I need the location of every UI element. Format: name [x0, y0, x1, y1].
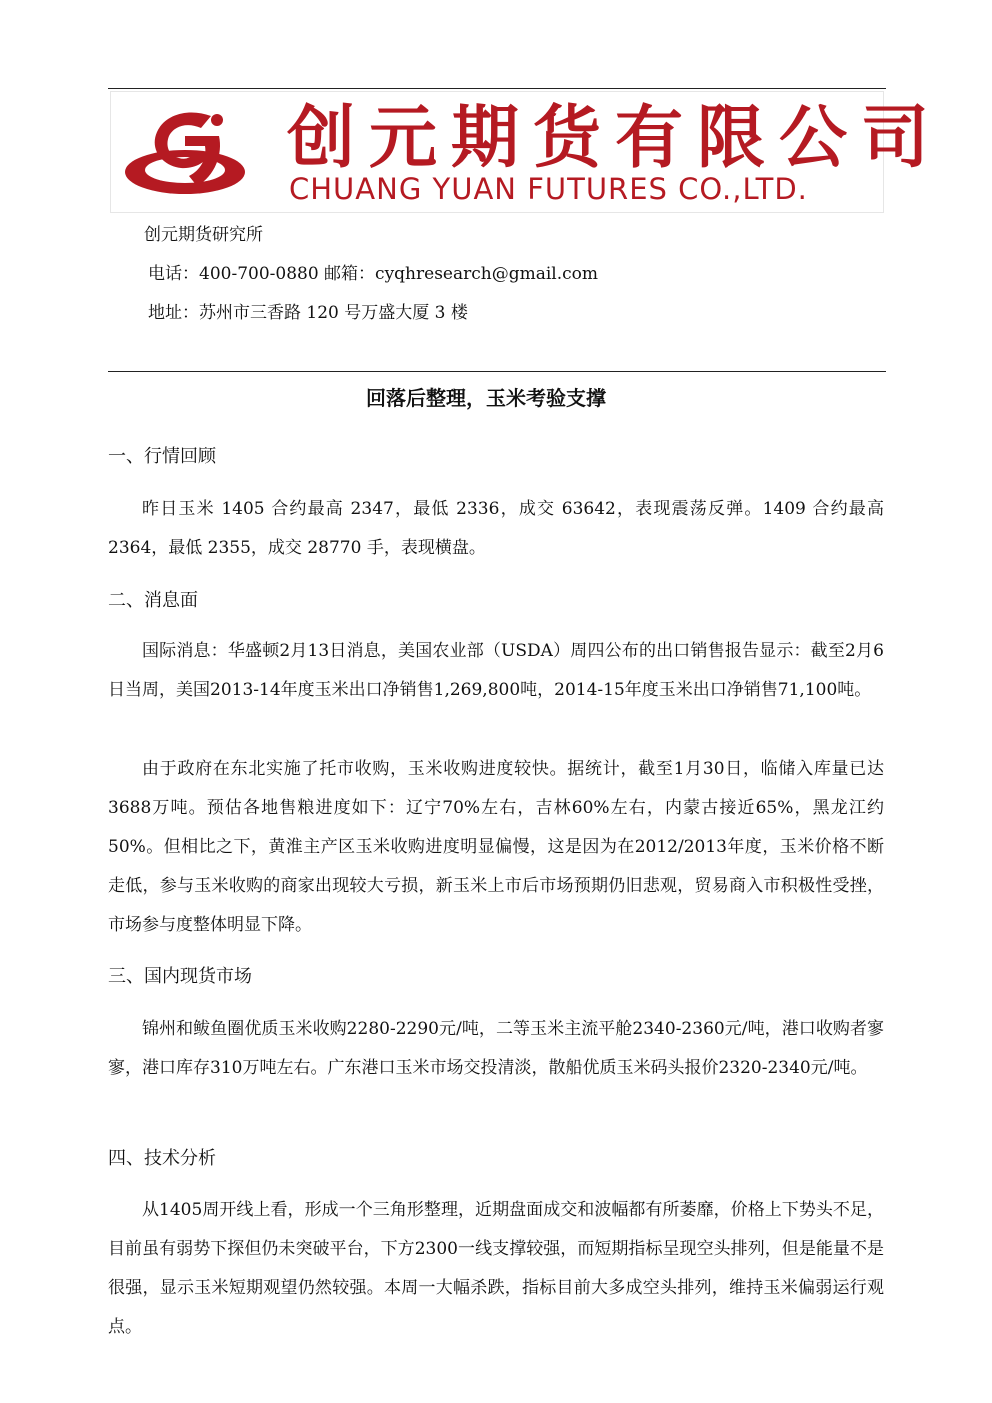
contact-address: 地址：苏州市三香路 120 号万盛大厦 3 楼 — [148, 303, 468, 323]
header-bottom-rule — [108, 371, 886, 372]
company-name-chinese: 创元期货有限公司 — [287, 99, 944, 178]
company-logo-banner — [110, 91, 944, 213]
paragraph-text: 昨日玉米 1405 合约最高 2347，最低 2336，成交 63642，表现震荡反弹。1409 合约最高 2364，最低 2355，成交 28770 手，表现横盘。 — [108, 499, 884, 558]
institute-name: 创元期货研究所 — [144, 225, 263, 245]
paragraph-international-news — [108, 632, 884, 710]
paragraph-text: 由于政府在东北实施了托市收购，玉米收购进度较快。据统计，截至1月30日，临储入库量已达3688万吨。预估各地售粮进度如下：辽宁70%左右，吉林60%左右，内蒙古接近65%，黑龙江约50%。但相比之下，黄淮主产区玉米收购进度明显偏慢，这是因为在2012/2013年度，玉米价格不断走低，参与玉米收购的商家出现较大亏损，新玉米上市后市场预期仍旧悲观，贸易商入市积极性受挫，市场参与度整体明显下降。 — [108, 759, 884, 935]
paragraph-domestic-news — [108, 750, 884, 945]
section-heading-news: 二、消息面 — [108, 590, 198, 611]
paragraph-text: 从1405周开线上看，形成一个三角形整理，近期盘面成交和波幅都有所萎靡，价格上下势头不足，目前虽有弱势下探但仍未突破平台，下方2300一线支撑较强，而短期指标呈现空头排列，但是能量不是很强，显示玉米短期观望仍然较强。本周一大幅杀跌，指标目前大多成空头排列，维持玉米偏弱运行观点。 — [108, 1200, 884, 1337]
section-heading-market-review: 一、行情回顾 — [108, 446, 216, 467]
section-heading-technical-analysis: 四、技术分析 — [108, 1148, 216, 1169]
contact-phone-email: 电话：400-700-0880 邮箱：cyqhresearch@gmail.com — [148, 264, 599, 284]
section-heading-spot-market: 三、国内现货市场 — [108, 966, 252, 987]
paragraph-spot-market — [108, 1010, 884, 1088]
paragraph-technical-analysis — [108, 1191, 884, 1347]
paragraph-text: 锦州和鲅鱼圈优质玉米收购2280-2290元/吨，二等玉米主流平舱2340-2360元/吨，港口收购者寥寥，港口库存310万吨左右。广东港口玉米市场交投清淡，散船优质玉米码头报价2320-2340元/吨。 — [108, 1019, 884, 1078]
header-top-rule — [108, 88, 886, 89]
paragraph-market-review — [108, 490, 884, 568]
paragraph-text: 国际消息：华盛顿2月13日消息，美国农业部（USDA）周四公布的出口销售报告显示：截至2月6日当周，美国2013-14年度玉米出口净销售1,269,800吨，2014-15年度玉米出口净销售71,100吨。 — [108, 641, 884, 700]
article-title: 回落后整理，玉米考验支撑 — [366, 386, 606, 410]
company-name-english: CHUANG YUAN FUTURES CO.,LTD. — [289, 172, 808, 206]
company-emblem-icon — [119, 106, 265, 202]
